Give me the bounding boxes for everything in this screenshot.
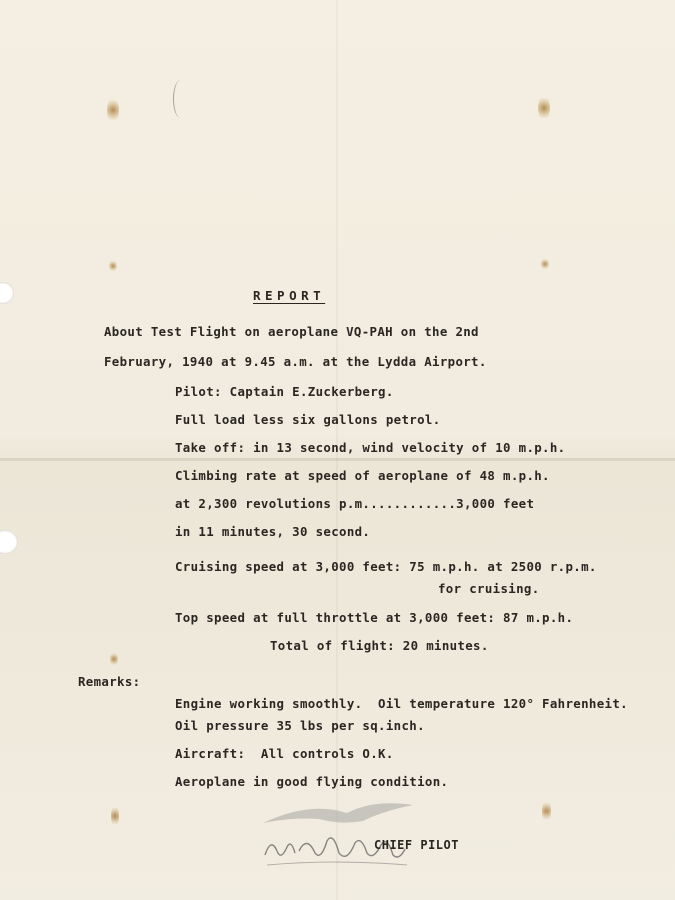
remark-condition: Aeroplane in good flying condition. xyxy=(175,774,449,789)
signature-with-emblem xyxy=(255,795,425,875)
report-title: REPORT xyxy=(253,288,326,303)
remark-aircraft: Aircraft: All controls O.K. xyxy=(175,746,394,761)
remarks-label: Remarks: xyxy=(78,674,141,689)
rust-stain xyxy=(110,652,118,666)
rust-stain xyxy=(542,800,551,822)
climb-line-1: Climbing rate at speed of aeroplane of 48 m.p.h. xyxy=(175,468,550,483)
remark-oil-pressure: Oil pressure 35 lbs per sq.inch. xyxy=(175,718,425,733)
cruising-line-1: Cruising speed at 3,000 feet: 75 m.p.h. at 2500 r.p.m. xyxy=(175,559,597,574)
rust-stain xyxy=(111,805,119,827)
remark-engine: Engine working smoothly. Oil temperature 120° Fahrenheit. xyxy=(175,696,628,711)
pilot-line: Pilot: Captain E.Zuckerberg. xyxy=(175,384,394,399)
pencil-mark xyxy=(173,80,188,118)
top-speed-line: Top speed at full throttle at 3,000 feet: 87 m.p.h. xyxy=(175,610,574,625)
rust-stain xyxy=(107,97,119,123)
rust-stain xyxy=(541,258,549,270)
rust-stain xyxy=(109,260,117,272)
punch-hole xyxy=(0,530,18,554)
total-flight-line: Total of flight: 20 minutes. xyxy=(270,638,489,653)
cruising-line-2: for cruising. xyxy=(438,581,540,596)
load-line: Full load less six gallons petrol. xyxy=(175,412,441,427)
chief-pilot-label: CHIEF PILOT xyxy=(374,838,459,852)
intro-line-2: February, 1940 at 9.45 a.m. at the Lydda Airport. xyxy=(104,354,487,369)
takeoff-line: Take off: in 13 second, wind velocity of 10 m.p.h. xyxy=(175,440,566,455)
intro-line-1: About Test Flight on aeroplane VQ-PAH on the 2nd xyxy=(104,324,479,339)
punch-hole xyxy=(0,282,14,304)
climb-line-2: at 2,300 revolutions p.m............3,000 feet xyxy=(175,496,535,511)
climb-line-3: in 11 minutes, 30 second. xyxy=(175,524,371,539)
rust-stain xyxy=(538,95,550,121)
bird-emblem-icon xyxy=(263,803,413,823)
